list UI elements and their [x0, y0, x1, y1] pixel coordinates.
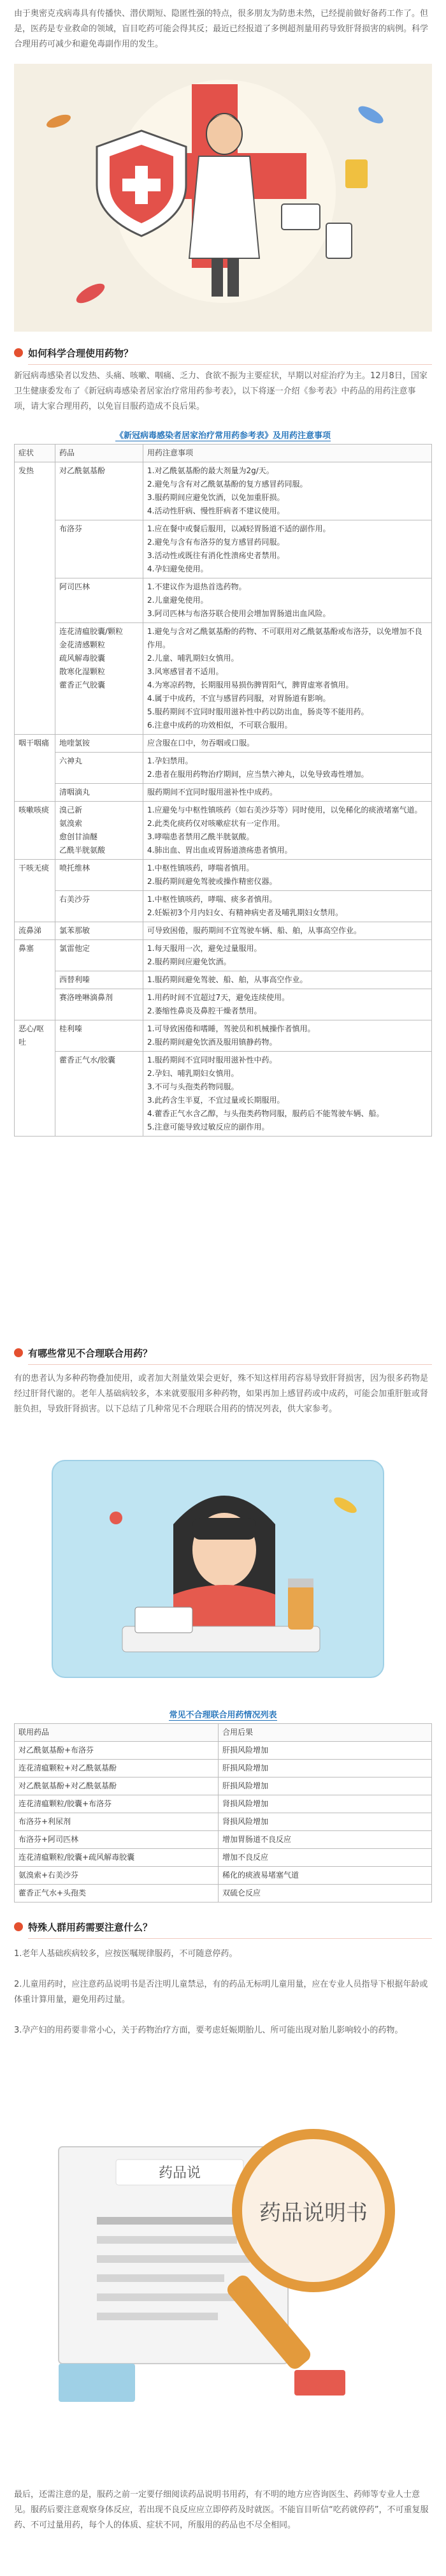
note-line: 应含服在口中，勿吞咽或口服。: [147, 739, 255, 747]
notes-cell: [143, 735, 432, 753]
note-line: 4.孕妇避免使用。: [147, 564, 208, 573]
pharmacist-scene: [14, 1448, 432, 1703]
bullet-icon: [14, 1922, 23, 1931]
note-line: 1.避免与含对乙酰氨基酚的药物、不可联用对乙酰氨基酚或布洛芬，以免增加不良作用。: [147, 627, 422, 649]
table-row: [15, 940, 432, 971]
note-line: 5.服药期间不宜同时服用滋补性中药以防出血，肠炎等不能用药。: [147, 707, 369, 716]
special-note-children: 2.儿童用药时，应注意药品说明书是否注明儿童禁忌，有的药品无标明儿童用量，应在专业人员指导下根据年龄或体重计算用量，避免用药过量。: [14, 1980, 428, 2005]
section-title-3: 特殊人群用药需要注意什么？: [14, 1918, 432, 1935]
table-row: [15, 1760, 432, 1777]
leaflet-scene: [14, 2064, 432, 2427]
note-line: 4.肺出血、胃出血或胃肠道溃疡患者慎用。: [147, 846, 292, 855]
table-row: [15, 1795, 432, 1813]
doctor-illustration: [14, 64, 432, 332]
note-line: 2.妊娠初3个月内妇女、有精神病史者及哺乳期妇女禁用。: [147, 908, 343, 917]
symptom-cell: 干咳无痰: [15, 860, 55, 922]
consequence-cell: 增加不良反应: [219, 1849, 432, 1867]
notes-cell: [143, 623, 432, 735]
note-line: 6.注意中成药的功效相似，不可联合服用。: [147, 721, 292, 730]
notes-cell: [143, 1020, 432, 1052]
intro-paragraph: 由于奥密克戎病毒具有传播快、潜伏期短、隐匿性强的特点，很多朋友为防患未然，已经提前做好备药工作了。但是，医药是专业救命的领域，盲目吃药可能会得其反；最近已经报道了多例超剂量用药导致肝肾损害的病例。科学合理用药可减少和避免毒副作用的发生。: [14, 9, 429, 49]
note-line: 3.服药期间应避免饮酒，以免加重肝损。: [147, 493, 285, 502]
bullet-icon: [14, 1348, 23, 1357]
note-line: 1.服药期间不宜同时服用滋补性中药。: [147, 1056, 277, 1064]
consequence-cell: 肾损风险增加: [219, 1795, 432, 1813]
drug-cell: 桂利嗪: [55, 1020, 143, 1052]
note-line: 3.此药含生半夏，不宜过量或长期服用。: [147, 1096, 285, 1105]
note-line: 1.应在餐中或餐后服用，以减轻胃肠道不适的副作用。: [147, 524, 331, 533]
table-row: [15, 922, 432, 940]
drug-cell: 布洛芬: [55, 520, 143, 578]
table-1-caption: 《新冠病毒感染者居家治疗常用药参考表》及用药注意事项: [115, 431, 331, 441]
drug-cell: 氯苯那敏: [55, 922, 143, 940]
table-row: [15, 753, 432, 784]
table-row: [15, 1020, 432, 1052]
notes-cell: [143, 940, 432, 971]
drug-cell: 西替利嗪: [55, 971, 143, 989]
note-line: 1.中枢性镇咳药，哮喘者慎用。: [147, 864, 254, 872]
table-header-row: 联用药品 合用后果: [15, 1724, 432, 1742]
table-row: [15, 1052, 432, 1137]
drug-combo-cell: 连花清瘟颗粒/胶囊+疏风解毒胶囊: [15, 1849, 219, 1867]
drug-cell: 氯雷他定: [55, 940, 143, 971]
notes-cell: [143, 1052, 432, 1137]
table-header-row: 症状 药品 用药注意事项: [15, 445, 432, 462]
notes-cell: [143, 784, 432, 802]
symptom-cell: 咳嗽咳痰: [15, 802, 55, 860]
table-row: [15, 971, 432, 989]
note-line: 4.藿香正气水含乙醇，与头孢类药物同服，服药后不能驾驶车辆、船。: [147, 1109, 384, 1118]
note-line: 2.儿童、哺乳期妇女慎用。: [147, 654, 239, 663]
note-line: 5.注意可能导致过敏反应的副作用。: [147, 1122, 270, 1131]
notes-cell: [143, 462, 432, 520]
table-row: [15, 462, 432, 520]
special-note-elderly: 1.老年人基础疾病较多，应按医嘱规律服药，不可随意停药。: [14, 1949, 238, 1959]
table-row: [15, 989, 432, 1020]
table-2-caption: 常见不合理联合用药情况列表: [169, 1711, 277, 1720]
drug-combo-cell: 连花清瘟颗粒+对乙酰氨基酚: [15, 1760, 219, 1777]
leaflet-small-title: 药品说: [158, 2165, 201, 2181]
drug-cell: 对乙酰氨基酚: [55, 462, 143, 520]
table-row: [15, 1742, 432, 1760]
table-row: [15, 1849, 432, 1867]
notes-cell: [143, 971, 432, 989]
table-row: [15, 1885, 432, 1903]
note-line: 2.萎缩性鼻炎及鼻腔干燥者禁用。: [147, 1006, 262, 1015]
drug-combo-cell: 连花清瘟颗粒/胶囊+布洛芬: [15, 1795, 219, 1813]
notes-cell: [143, 989, 432, 1020]
section-title-2: 有哪些常见不合理联合用药？: [14, 1344, 432, 1361]
medication-table: [14, 444, 432, 1137]
note-line: 2.避免与含有布洛芬的复方感冒药同服。: [147, 538, 285, 547]
symptom-cell: 鼻塞: [15, 940, 55, 1020]
drug-cell: 赛洛唑啉滴鼻剂: [55, 989, 143, 1020]
section-1-paragraph: 新冠病毒感染者以发热、头痛、咳嗽、咽痛、乏力、食欲不振为主要症状，早期以对症治疗为主。12月8日，国家卫生健康委发布了《新冠病毒感染者居家治疗常用药参考表》，以下将逐一介绍《参考表》中药品的用药注意事项，请大家合理用药，以免盲目服药造成不良后果。: [14, 371, 428, 411]
note-line: 3.活动性或既往有消化性溃疡史者禁用。: [147, 551, 285, 560]
note-line: 3.不可与头孢类药物同服。: [147, 1082, 239, 1091]
note-line: 2.此类化痰药仅对咳嗽症状有一定作用。: [147, 819, 285, 828]
table-row: [15, 1813, 432, 1831]
note-line: 可导致困倦，服药期间不宜驾驶车辆、船、舶，从事高空作业。: [147, 926, 362, 935]
medicine-leaflet-illustration: [14, 2064, 432, 2427]
section-2-paragraph: 有的患者认为多种药物叠加使用，或者加大剂量效果会更好，殊不知这样用药容易导致肝肾损害，因为很多药物是经过肝肾代谢的。老年人基础病较多，本来就要服用多种药物，如果再加上感冒药或中成药，可能会加重肝脏或肾脏负担，导致肝肾损害。以下总结了几种常见不合理联合用药的情况列表，供大家参考。: [14, 1374, 429, 1414]
final-paragraph: 最后，还需注意的是，服药之前一定要仔细阅读药品说明书用药，有不明的地方应咨询医生、药师等专业人士意见。服药后要注意观察身体反应，若出现不良反应应立即停药及时就医。不能盲目听信“吃药就停药”，不可重复服药、不可过量用药，每个人的体质、症状不同，所服用的药品也不尽全相同。: [14, 2490, 429, 2530]
symptom-cell: 发热: [15, 462, 55, 735]
drug-cell: 六神丸: [55, 753, 143, 784]
note-line: 3.哮喘患者禁用乙酰半胱氨酸。: [147, 832, 254, 841]
drug-cell: 溴己新 氨溴索 愈创甘油醚 乙酰半胱氨酸: [55, 802, 143, 860]
notes-cell: [143, 860, 432, 891]
note-line: 1.用药时间不宜超过7天，避免连续使用。: [147, 993, 290, 1002]
table-row: [15, 623, 432, 735]
drug-cell: 藿香正气水/胶囊: [55, 1052, 143, 1137]
note-line: 2.孕妇、哺乳期妇女慎用。: [147, 1069, 239, 1078]
interaction-table: [14, 1723, 432, 1903]
drug-cell: 喷托维林: [55, 860, 143, 891]
notes-cell: [143, 753, 432, 784]
table-row: [15, 891, 432, 922]
table-row: [15, 860, 432, 891]
drug-combo-cell: 对乙酰氨基酚+对乙酰氨基酚: [15, 1777, 219, 1795]
table-row: [15, 1831, 432, 1849]
leaflet-label: 药品说明书: [259, 2201, 368, 2225]
note-line: 1.服药期间避免驾驶、船、舶，从事高空作业。: [147, 975, 308, 984]
consequence-cell: 肝损风险增加: [219, 1742, 432, 1760]
note-line: 2.儿童避免使用。: [147, 596, 208, 605]
note-line: 1.对乙酰氨基酚的最大剂量为2g/天。: [147, 466, 274, 475]
bullet-icon: [14, 348, 23, 357]
drug-cell: 右美沙芬: [55, 891, 143, 922]
note-line: 4.为寒凉药物，长期服用易损伤脾胃阳气，脾胃虚寒者慎用。: [147, 681, 354, 689]
drug-cell: 清咽滴丸: [55, 784, 143, 802]
table-row: [15, 784, 432, 802]
note-line: 1.中枢性镇咳药，哮喘、痰多者慎用。: [147, 895, 277, 904]
notes-cell: [143, 520, 432, 578]
consequence-cell: 肾损风险增加: [219, 1813, 432, 1831]
drug-cell: 阿司匹林: [55, 578, 143, 623]
doctor-scene: [14, 64, 432, 332]
table-row: [15, 578, 432, 623]
note-line: 4.属于中成药，不宜与感冒药同服，对胃肠道有影响。: [147, 694, 331, 703]
notes-cell: [143, 891, 432, 922]
note-line: 服药期间不宜同时服用滋补性中成药。: [147, 788, 278, 797]
note-line: 4.活动性肝病、慢性肝病者不建议使用。: [147, 506, 285, 515]
table-row: [15, 1867, 432, 1885]
note-line: 2.避免与含有对乙酰氨基酚的复方感冒药同服。: [147, 480, 308, 489]
table-row: [15, 1777, 432, 1795]
symptom-cell: 流鼻涕: [15, 922, 55, 940]
special-note-pregnant: 3.孕产妇的用药要非常小心，关于药物治疗方面，要考虑妊娠期胎儿、所可能出现对胎儿影响较小的药物。: [14, 2026, 403, 2035]
note-line: 2.服药期间避免饮酒及服用镇静药物。: [147, 1038, 277, 1047]
notes-cell: [143, 802, 432, 860]
table-row: [15, 520, 432, 578]
drug-combo-cell: 布洛芬+阿司匹林: [15, 1831, 219, 1849]
drug-combo-cell: 藿香正气水+头孢类: [15, 1885, 219, 1903]
notes-cell: [143, 578, 432, 623]
consequence-cell: 双硫仑反应: [219, 1885, 432, 1903]
consequence-cell: 增加胃肠道不良反应: [219, 1831, 432, 1849]
note-line: 2.服药期间避免驾驶或操作精密仪器。: [147, 877, 277, 886]
drug-cell: 连花清瘟胶囊/颗粒 金花清感颗粒 疏风解毒胶囊 散寒化湿颗粒 藿香正气胶囊: [55, 623, 143, 735]
table-row: [15, 735, 432, 753]
drug-combo-cell: 氨溴索+右美沙芬: [15, 1867, 219, 1885]
note-line: 3.风寒感冒者不适用。: [147, 667, 224, 676]
consequence-cell: 肝损风险增加: [219, 1760, 432, 1777]
consequence-cell: 肝损风险增加: [219, 1777, 432, 1795]
table-row: [15, 802, 432, 860]
note-line: 2.患者在服用药物治疗期间，应当禁六神丸，以免导致毒性增加。: [147, 770, 369, 779]
symptom-cell: 咽干咽痛: [15, 735, 55, 802]
note-line: 1.不建议作为退热首选药物。: [147, 582, 247, 591]
symptom-cell: 恶心/呕吐: [15, 1020, 55, 1137]
note-line: 1.孕妇禁用。: [147, 756, 193, 765]
section-title-1: 如何科学合理使用药物？: [14, 344, 432, 361]
drug-combo-cell: 对乙酰氨基酚+布洛芬: [15, 1742, 219, 1760]
drug-combo-cell: 布洛芬+利尿剂: [15, 1813, 219, 1831]
note-line: 3.阿司匹林与布洛芬联合使用会增加胃肠道出血风险。: [147, 609, 331, 618]
notes-cell: [143, 922, 432, 940]
note-line: 1.应避免与中枢性镇咳药（如右美沙芬等）同时使用，以免稀化的痰液堵塞气道。: [147, 806, 422, 814]
note-line: 1.可导致困倦和嗜睡，驾驶员和机械操作者慎用。: [147, 1024, 315, 1033]
drug-cell: 地喹氯铵: [55, 735, 143, 753]
note-line: 2.服药期间应避免饮酒。: [147, 957, 231, 966]
note-line: 1.每天服用一次，避免过量服用。: [147, 944, 262, 953]
pharmacist-illustration: [14, 1448, 432, 1703]
consequence-cell: 稀化的痰液易堵塞气道: [219, 1867, 432, 1885]
